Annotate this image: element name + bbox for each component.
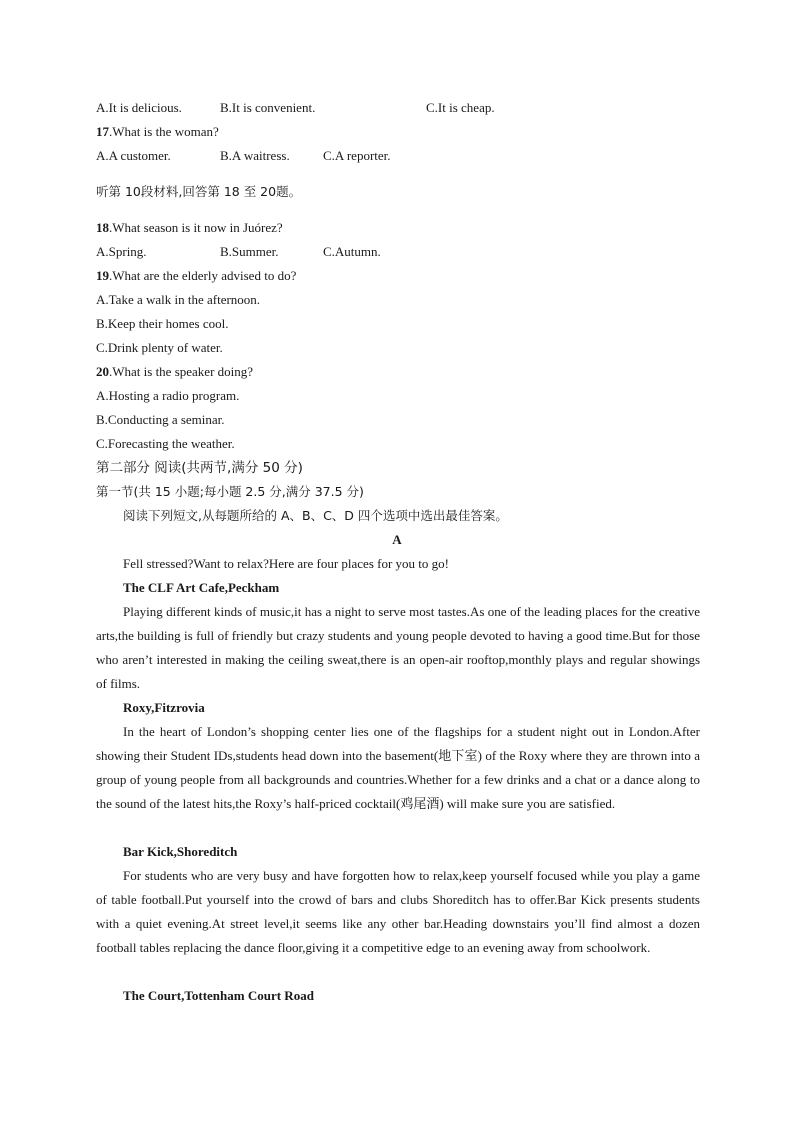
listening-instruction: 听第 10段材料,回答第 18 至 20题。 [96,184,302,199]
place-heading: The Court,Tottenham Court Road [123,988,314,1003]
question-19 [96,268,296,284]
place-heading: Roxy,Fitzrovia [123,700,205,715]
q17-option-b: B.A waitress. [220,148,290,163]
q18-option-c: C.Autumn. [323,244,381,259]
part-two-title: 第二部分 阅读(共两节,满分 50 分) [96,460,303,476]
question-20 [96,364,253,380]
passage-intro: Fell stressed?Want to relax?Here are four places for you to go! [123,556,449,571]
q17-option-a: A.A customer. [96,148,171,163]
q17-text: .What is the woman? [109,124,219,139]
place-description: Playing different kinds of music,it has a night to serve most tastes.As one of the leading places for the creative arts,the building is full of friendly but crazy students and young people devoted to having a good time.But for those who aren’t interested in making the ceiling sweat,there is an open-air rooftop,monthly plays and regular showings of films. [96,604,700,691]
q17-option-c: C.A reporter. [323,148,391,163]
q20-option-b: B.Conducting a seminar. [96,412,225,427]
q20-number: 20 [96,364,109,379]
q19-text: .What are the elderly advised to do? [109,268,297,283]
question-17 [96,124,219,140]
place-description: In the heart of London’s shopping center lies one of the flagships for a student night out in London.After showing their Student IDs,students head down into the basement(地下室) of the Roxy where they are thrown into a group of young people from all backgrounds and countries.Whether for a few drinks and a chat or a dance along to the sound of the latest hits,the Roxy’s half-priced cocktail(鸡尾酒) will make sure you are satisfied. [96,724,700,811]
q18-text: .What season is it now in Juórez? [109,220,283,235]
place-heading: The CLF Art Cafe,Peckham [123,580,280,595]
q19-option-b: B.Keep their homes cool. [96,316,229,331]
q18-option-b: B.Summer. [220,244,279,259]
passage-label: A [392,532,402,547]
q20-text: .What is the speaker doing? [109,364,254,379]
q18-number: 18 [96,220,109,235]
question-18 [96,220,283,236]
q16-option-c: C.It is cheap. [426,100,495,115]
q20-option-a: A.Hosting a radio program. [96,388,240,403]
q19-option-a: A.Take a walk in the afternoon. [96,292,261,307]
section-one-title: 第一节(共 15 小题;每小题 2.5 分,满分 37.5 分) [96,484,364,499]
reading-instruction: 阅读下列短文,从每题所给的 A、B、C、D 四个选项中选出最佳答案。 [123,508,508,523]
q18-option-a: A.Spring. [96,244,147,259]
place-heading: Bar Kick,Shoreditch [123,844,238,859]
q16-option-a: A.It is delicious. [96,100,182,115]
place-description: For students who are very busy and have forgotten how to relax,keep yourself focused while you play a game of table football.Put yourself into the crowd of bars and clubs Shoreditch has to offer.Bar Kick presents students with a quiet evening.At street level,it seems like any other bar.Heading downstairs you’ll find almost a dozen football tables replacing the dance floor,giving it a competitive edge to an evening away from schoolwork. [96,868,700,955]
q19-number: 19 [96,268,109,283]
q17-number: 17 [96,124,109,139]
q16-option-b: B.It is convenient. [220,100,316,115]
q19-option-c: C.Drink plenty of water. [96,340,223,355]
q20-option-c: C.Forecasting the weather. [96,436,235,451]
